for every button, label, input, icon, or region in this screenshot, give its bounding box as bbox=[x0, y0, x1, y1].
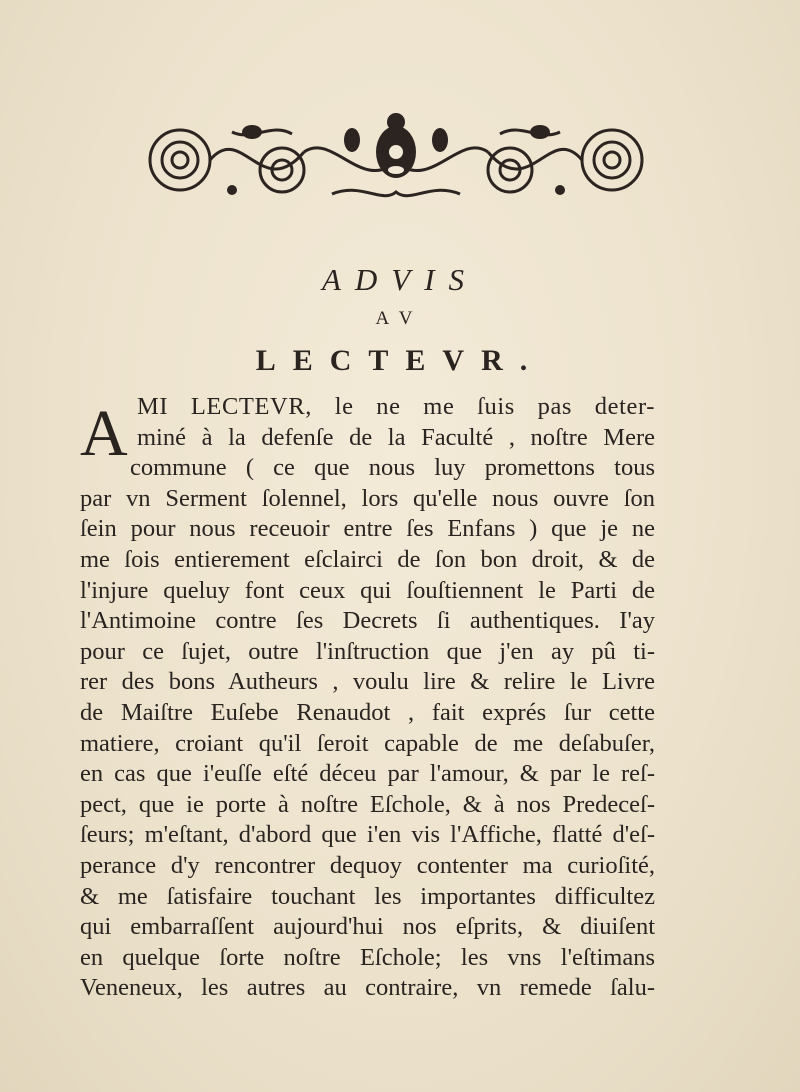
text-line: ſeurs; m'eſtant, d'abord que i'en vis l'Affiche, flatté d'eſ- bbox=[80, 821, 655, 849]
text-line: & me ſatisfaire touchant les importantes difficultez bbox=[80, 882, 655, 910]
text-line: l'Antimoine contre ſes Decrets ſi authentiques. I'ay bbox=[80, 607, 655, 635]
text-line: commune ( ce que nous luy promettons tous bbox=[130, 454, 655, 482]
text-line: pour ce ſujet, outre l'inſtruction que j'en ay pû ti- bbox=[80, 637, 655, 665]
title-advis: ADVIS bbox=[321, 262, 479, 297]
text-line: miné à la defenſe de la Faculté , noſtre Mere bbox=[137, 423, 655, 451]
text-line: perance d'y rencontrer dequoy contenter ma curioſité, bbox=[80, 851, 655, 879]
drop-cap: A bbox=[80, 397, 128, 470]
text-line: me ſois entierement eſclairci de ſon bon droit, & de bbox=[80, 545, 655, 573]
body-text bbox=[80, 392, 655, 1004]
text-line: rer des bons Autheurs , voulu lire & relire le Livre bbox=[80, 668, 655, 696]
title-lecteur: LECTEVR. bbox=[255, 344, 545, 377]
title-au: AV bbox=[375, 308, 425, 329]
text-line: MI LECTEVR, le ne me ſuis pas deter- bbox=[137, 393, 655, 420]
text-line: l'injure queluy font ceux qui ſouſtiennent le Parti de bbox=[80, 576, 655, 604]
text-line: par vn Serment ſolennel, lors qu'elle nous ouvre ſon bbox=[80, 484, 655, 512]
headpiece-ornament-graphic bbox=[132, 112, 660, 208]
text-line: pect, que ie porte à noſtre Eſchole, & à nos Predeceſ- bbox=[80, 790, 655, 818]
text-line: matiere, croiant qu'il ſeroit capable de me deſabuſer, bbox=[80, 729, 655, 757]
text-line: en quelque ſorte noſtre Eſchole; les vns l'eſtimans bbox=[80, 943, 655, 971]
text-line: qui embarraſſent aujourd'hui nos eſprits, & diuiſent bbox=[80, 913, 655, 941]
text-line: Veneneux, les autres au contraire, vn remede ſalu- bbox=[80, 974, 655, 1002]
text-line: en cas que i'euſſe eſté déceu par l'amour, & par le reſ- bbox=[80, 760, 655, 788]
text-line: de Maiſtre Euſebe Renaudot , fait exprés ſur cette bbox=[80, 698, 655, 726]
ornamental-headpiece bbox=[132, 112, 660, 208]
text-line: ſein pour nous receuoir entre ſes Enfans ) que je ne bbox=[80, 515, 655, 543]
